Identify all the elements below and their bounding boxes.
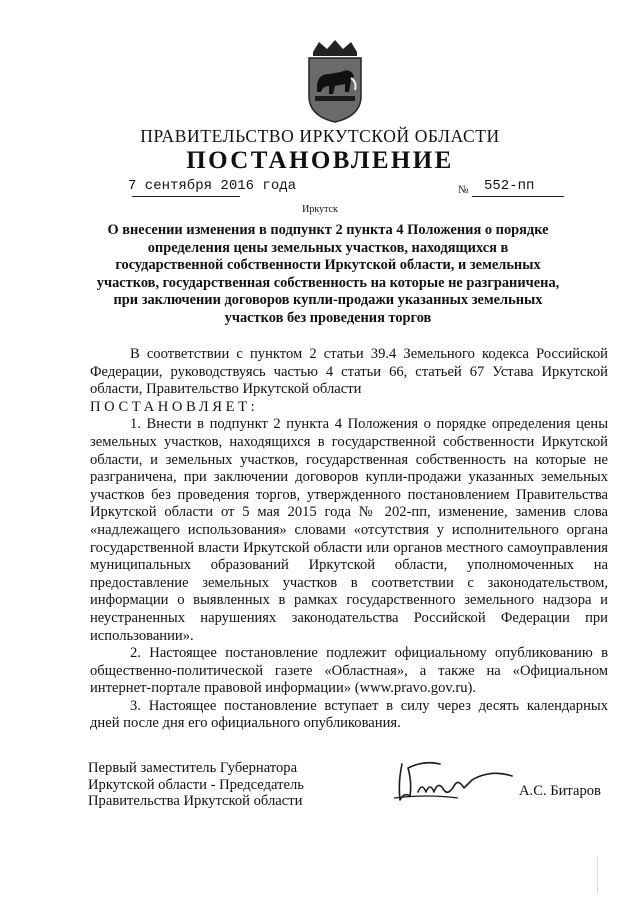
signatory-position (88, 760, 304, 810)
item-paragraph-3: 3. Настоящее постановление вступает в силу через десять календарных дней после дня его официального опубликования. (90, 697, 608, 732)
document-type: ПОСТАНОВЛЕНИЕ (186, 147, 454, 174)
signatory-position-line: Первый заместитель Губернатора (88, 760, 298, 776)
number-underline (472, 196, 564, 197)
document-number: 552-пп (484, 178, 535, 194)
document-title: О внесении изменения в подпункт 2 пункта 4 Положения о порядке определения цены земельных участков, находящихся в государственной собственности Иркутской области, и земельных участков, государственная собственность на которые не разграничена, при заключении договоров купли-продажи указанных земельных участков без проведения торгов (96, 222, 560, 326)
handwritten-signature (388, 752, 518, 812)
item-paragraph-1: 1. Внести в подпункт 2 пункта 4 Положения о порядке определения цены земельных участков, находящихся в государственной собственности Иркутской области, и земельных участков, государственная собственность на которые не разграничена, при заключении договоров купли-продажи указанных земельных участков без проведения торгов, утвержденного постановлением Правительства Иркутской области от 5 мая 2015 года № 202-пп, изменение, заменив слова «надлежащего использования» словами «отсутствия у исполнительного органа государственной власти Иркутской области или органов местного самоуправления муниципальных образований Иркутской области, уполномоченных на предоставление земельных участков в соответствии с законодательством, информации о выявленных в рамках государственного земельного надзора и неустраненных нарушениях законодательства Российской Федерации при использовании». (90, 416, 608, 644)
document-body (90, 346, 608, 733)
document-city: Иркутск (302, 204, 338, 215)
organization-name: ПРАВИТЕЛЬСТВО ИРКУТСКОЙ ОБЛАСТИ (140, 126, 500, 146)
signatory-position-line: Иркутской области - Председатель (88, 776, 304, 793)
signatory-name: А.С. Битаров (519, 783, 601, 799)
document-date: 7 сентября 2016 года (128, 178, 297, 194)
number-sign: № (458, 184, 469, 196)
signatory-position-line: Правительства Иркутской области (88, 793, 303, 809)
date-underline (132, 196, 240, 197)
decree-word: ПОСТАНОВЛЯЕТ: (90, 398, 259, 415)
scan-edge-mark (597, 856, 598, 894)
coat-of-arms-icon (305, 38, 365, 124)
item-paragraph-2: 2. Настоящее постановление подлежит официальному опубликованию в общественно-политической газете «Областная», а также на «Официальном интернет-портале правовой информации» (www.pravo.gov.ru). (90, 645, 608, 697)
preamble-paragraph: В соответствии с пунктом 2 статьи 39.4 Земельного кодекса Российской Федерации, руководствуясь частью 4 статьи 66, статьей 67 Устава Иркутской области, Правительство Иркутской области (90, 346, 608, 398)
